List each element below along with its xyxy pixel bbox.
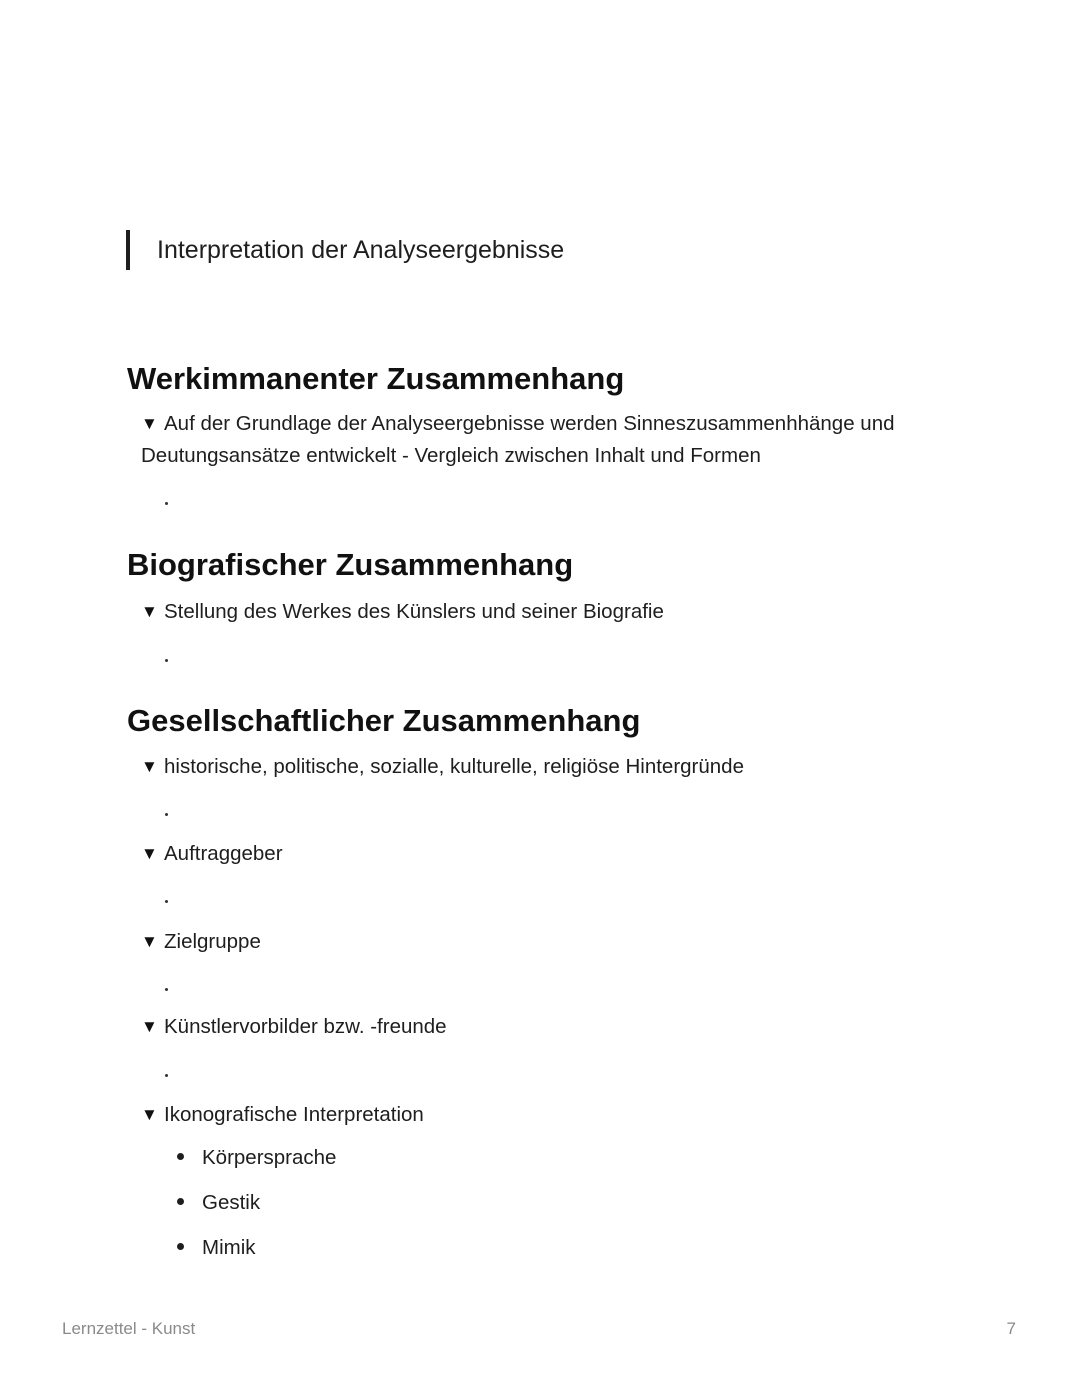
triangle-down-icon[interactable]: ▼ (141, 932, 158, 951)
toggle-text: Stellung des Werkes des Künslers und seiner Biografie (164, 600, 664, 623)
toggle-item[interactable] (141, 1011, 941, 1043)
triangle-down-icon[interactable]: ▼ (141, 757, 158, 776)
triangle-down-icon[interactable]: ▼ (141, 602, 158, 621)
bullet-icon (177, 1243, 184, 1250)
bullet-icon (177, 1153, 184, 1160)
toggle-text: Ikonografische Interpretation (164, 1103, 424, 1126)
heading-gesellschaftlich: Gesellschaftlicher Zusammenhang (127, 703, 641, 738)
toggle-item[interactable] (141, 926, 941, 958)
toggle-item[interactable] (141, 596, 941, 628)
toggle-item[interactable] (141, 1099, 941, 1131)
toggle-item[interactable] (141, 408, 941, 472)
triangle-down-icon[interactable]: ▼ (141, 414, 158, 433)
triangle-down-icon[interactable]: ▼ (141, 1017, 158, 1036)
placeholder-dot (165, 502, 168, 505)
heading-werkimmanent: Werkimmanenter Zusammenhang (127, 361, 625, 396)
page-number: 7 (1006, 1319, 1016, 1338)
bullet-icon (177, 1198, 184, 1205)
toggle-text: historische, politische, sozialle, kulturelle, religiöse Hintergründe (164, 755, 744, 778)
list-item: Körpersprache (177, 1143, 336, 1173)
list-item: Mimik (177, 1233, 256, 1263)
toggle-text: Auf der Grundlage der Analyseergebnisse werden Sinneszusammenhhänge und Deutungsansätze entwickelt - Vergleich zwischen Inhalt und Formen (141, 412, 895, 467)
placeholder-dot (165, 1074, 168, 1077)
toggle-text: Künstlervorbilder bzw. -freunde (164, 1015, 447, 1038)
toggle-item[interactable] (141, 838, 941, 870)
triangle-down-icon[interactable]: ▼ (141, 1105, 158, 1124)
placeholder-dot (165, 900, 168, 903)
placeholder-dot (165, 988, 168, 991)
page-title: Interpretation der Analyseergebnisse (157, 236, 565, 264)
heading-biografisch: Biografischer Zusammenhang (127, 547, 574, 582)
toggle-item[interactable] (141, 751, 941, 783)
triangle-down-icon[interactable]: ▼ (141, 844, 158, 863)
placeholder-dot (165, 659, 168, 662)
list-item: Gestik (177, 1188, 260, 1218)
section-bar (126, 230, 130, 270)
footer-title: Lernzettel - Kunst (62, 1319, 196, 1338)
toggle-text: Auftraggeber (164, 842, 283, 865)
toggle-text: Zielgruppe (164, 930, 261, 953)
placeholder-dot (165, 813, 168, 816)
